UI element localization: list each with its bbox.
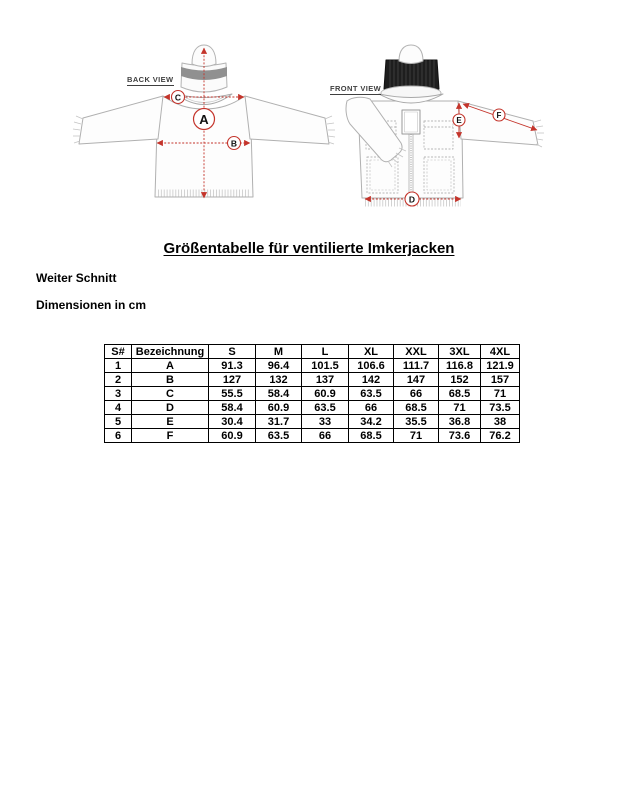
column-header: L [302,345,349,359]
marker-letter-b: B [230,138,238,149]
size-value: 58.4 [209,401,256,415]
front-hat-dome [399,45,423,64]
measure-label: F [132,429,209,443]
size-value: 71 [439,401,481,415]
size-value: 35.5 [394,415,439,429]
size-value: 33 [302,415,349,429]
table-row [105,401,520,415]
back-left-sleeve [79,96,163,144]
column-header: XL [349,345,394,359]
table-row [105,359,520,373]
units-note: Dimensionen in cm [36,298,147,312]
size-value: 73.5 [481,401,520,415]
size-value: 71 [481,387,520,401]
row-number: 5 [105,415,132,429]
size-value: 96.4 [256,359,302,373]
row-number: 4 [105,401,132,415]
size-value: 31.7 [256,415,302,429]
measure-label: B [132,373,209,387]
size-value: 68.5 [439,387,481,401]
marker-letter-e: E [456,115,462,125]
column-header: 4XL [481,345,520,359]
size-value: 63.5 [349,387,394,401]
size-value: 68.5 [394,401,439,415]
size-value: 66 [349,401,394,415]
size-value: 30.4 [209,415,256,429]
size-table [104,344,520,443]
row-number: 1 [105,359,132,373]
column-header: Bezeichnung [132,345,209,359]
front-view-label: FRONT VIEW [330,84,382,93]
column-header: XXL [394,345,439,359]
size-value: 147 [394,373,439,387]
jacket-diagram [0,0,618,230]
table-row [105,429,520,443]
size-value: 142 [349,373,394,387]
size-value: 60.9 [209,429,256,443]
size-value: 36.8 [439,415,481,429]
column-header: S# [105,345,132,359]
row-number: 6 [105,429,132,443]
front-view-jacket [346,45,544,203]
table-row [105,387,520,401]
front-right-sleeve [458,101,538,145]
size-value: 58.4 [256,387,302,401]
row-number: 2 [105,373,132,387]
size-value: 116.8 [439,359,481,373]
measure-label: A [132,359,209,373]
size-value: 55.5 [209,387,256,401]
size-value: 137 [302,373,349,387]
size-value: 68.5 [349,429,394,443]
size-value: 121.9 [481,359,520,373]
header-row [105,345,520,359]
size-value: 38 [481,415,520,429]
size-value: 152 [439,373,481,387]
size-value: 157 [481,373,520,387]
table-row [105,415,520,429]
back-right-sleeve [245,96,329,144]
size-value: 111.7 [394,359,439,373]
size-value: 76.2 [481,429,520,443]
measure-label: E [132,415,209,429]
size-value: 66 [302,429,349,443]
measure-label: D [132,401,209,415]
table-row [105,373,520,387]
size-value: 127 [209,373,256,387]
size-value: 60.9 [256,401,302,415]
size-value: 101.5 [302,359,349,373]
marker-letter-f: F [496,110,502,120]
back-view-label: BACK VIEW [127,75,174,84]
fit-note: Weiter Schnitt [36,271,117,285]
column-header: M [256,345,302,359]
size-value: 63.5 [256,429,302,443]
row-number: 3 [105,387,132,401]
column-header: 3XL [439,345,481,359]
size-value: 91.3 [209,359,256,373]
size-value: 63.5 [302,401,349,415]
size-value: 73.6 [439,429,481,443]
size-value: 66 [394,387,439,401]
size-value: 60.9 [302,387,349,401]
measure-label: C [132,387,209,401]
page-title: Größentabelle für ventilierte Imkerjacken [163,240,455,257]
size-value: 71 [394,429,439,443]
size-value: 106.6 [349,359,394,373]
size-value: 34.2 [349,415,394,429]
column-header: S [209,345,256,359]
marker-letter-d: D [408,194,416,205]
marker-letter-a: A [199,112,209,128]
marker-letter-c: C [174,92,182,103]
size-value: 132 [256,373,302,387]
